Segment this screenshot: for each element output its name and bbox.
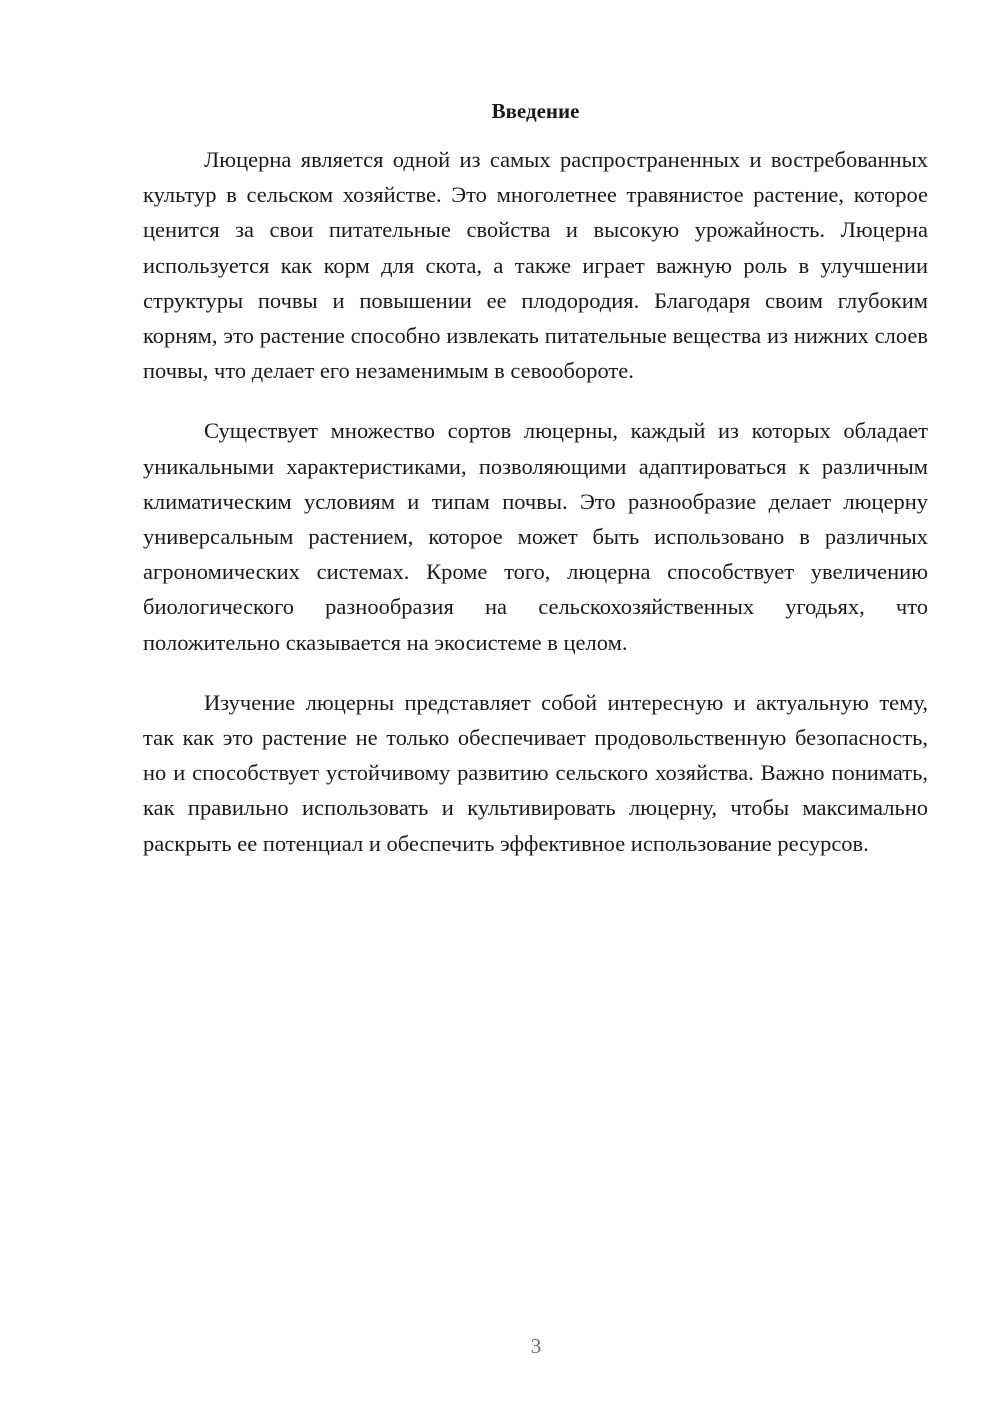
paragraph-3: Изучение люцерны представляет собой интересную и актуальную тему, так как это растение не только обеспечивает продовольственную безопасность, но и способствует устойчивому развитию сельского хозяйства. Важно понимать, как правильно использовать и культивировать люцерну, чтобы максимально раскрыть ее потенциал и обеспечить эффективное использование ресурсов. (143, 689, 928, 856)
paragraph-2: Существует множество сортов люцерны, каждый из которых обладает уникальными характеристиками, позволяющими адаптироваться к различным климатическим условиям и типам почвы. Это разнообразие делает люцерну универсальным растением, которое может быть использовано в различных агрономических системах. Кроме того, люцерна способствует увеличению биологического разнообразия на сельскохозяйственных угодьях, что положительно сказывается на экосистеме в целом. (143, 418, 928, 655)
paragraph-1: Люцерна является одной из самых распространенных и востребованных культур в сельском хозяйстве. Это многолетнее травянистое растение, которое ценится за свои питательные свойства и высокую урожайность. Люцерна используется как корм для скота, а также играет важную роль в улучшении структуры почвы и повышении ее плодородия. Благодаря своим глубоким корням, это растение способно извлекать питательные вещества из нижних слоев почвы, что делает его незаменимым в севообороте. (143, 147, 928, 384)
page-number: 3 (530, 1334, 542, 1358)
body-text (143, 142, 928, 886)
section-heading: Введение (491, 99, 580, 123)
